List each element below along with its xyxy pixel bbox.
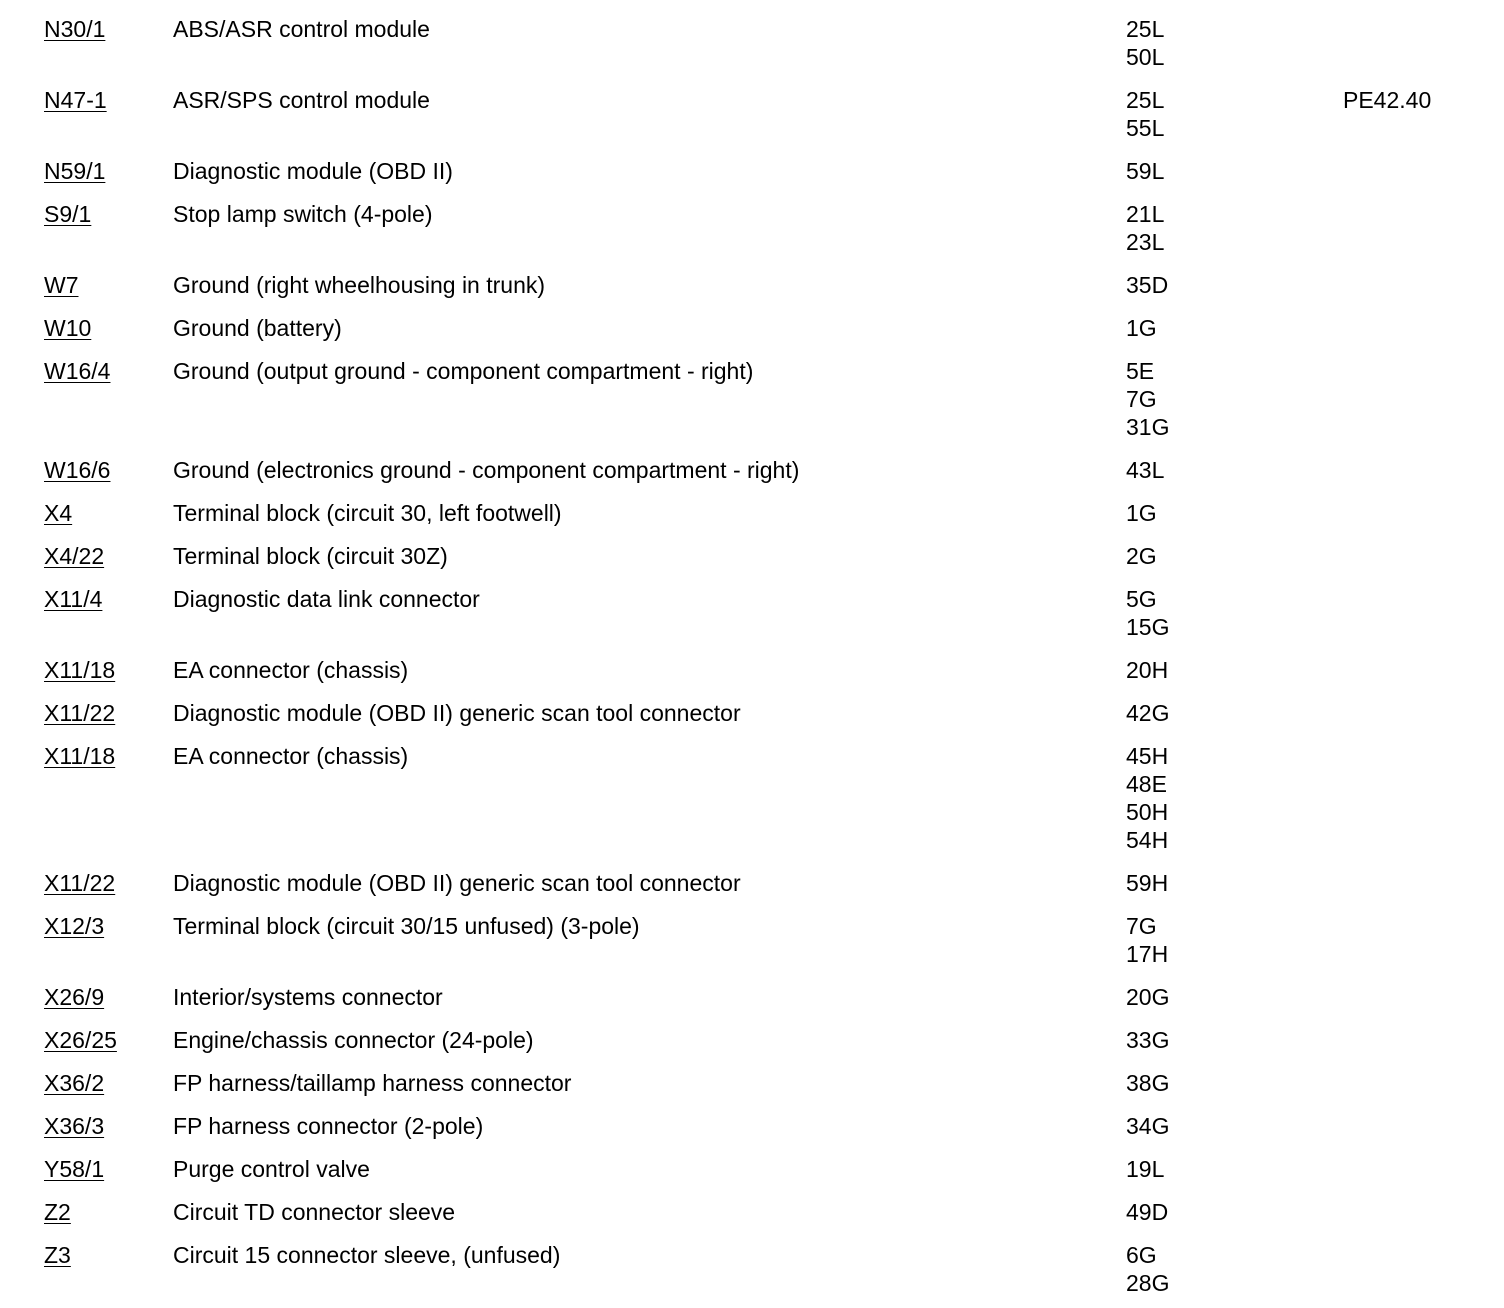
component-code-link[interactable]: W16/6	[44, 457, 111, 483]
grid-location: 1G	[1126, 315, 1157, 341]
grid-location: 34G	[1126, 1113, 1170, 1139]
component-description: ABS/ASR control module	[173, 16, 430, 42]
component-code-link[interactable]: Y58/1	[44, 1156, 105, 1182]
component-code-link[interactable]: W7	[44, 272, 79, 298]
grid-locations	[1126, 1241, 1169, 1297]
grid-locations	[1126, 314, 1157, 342]
component-description: EA connector (chassis)	[173, 743, 409, 769]
grid-locations	[1126, 271, 1168, 299]
component-description: Circuit 15 connector sleeve, (unfused)	[173, 1242, 561, 1268]
grid-location: 2G	[1126, 543, 1157, 569]
grid-location: 38G	[1126, 1070, 1170, 1096]
component-code-link[interactable]: X26/9	[44, 984, 105, 1010]
component-code-link[interactable]: X11/4	[44, 586, 103, 612]
component-code-link[interactable]: X4	[44, 500, 73, 526]
component-code-link[interactable]: X36/2	[44, 1070, 105, 1096]
grid-location: 25L	[1126, 16, 1165, 42]
component-code-link[interactable]: W10	[44, 315, 92, 341]
grid-locations	[1126, 912, 1168, 968]
grid-location: 50L	[1126, 44, 1165, 70]
grid-location: 5E	[1126, 358, 1155, 384]
component-code-link[interactable]: X36/3	[44, 1113, 105, 1139]
grid-location: 19L	[1126, 1156, 1165, 1182]
grid-location: 31G	[1126, 414, 1170, 440]
component-code-link[interactable]: X11/22	[44, 870, 116, 896]
grid-location: 17H	[1126, 941, 1169, 967]
grid-locations	[1126, 542, 1157, 570]
grid-locations	[1126, 1155, 1164, 1183]
grid-location: 20H	[1126, 657, 1169, 683]
grid-location: 55L	[1126, 115, 1165, 141]
grid-location: 28G	[1126, 1270, 1170, 1296]
component-code-link[interactable]: Z3	[44, 1242, 71, 1268]
grid-location: 7G	[1126, 386, 1157, 412]
grid-location: 6G	[1126, 1242, 1157, 1268]
grid-location: 21L	[1126, 201, 1165, 227]
grid-locations	[1126, 699, 1169, 727]
grid-locations	[1126, 1198, 1168, 1226]
grid-locations	[1126, 983, 1169, 1011]
grid-location: 25L	[1126, 87, 1165, 113]
grid-location: 54H	[1126, 827, 1169, 853]
component-description: Engine/chassis connector (24-pole)	[173, 1027, 534, 1053]
component-description: Terminal block (circuit 30/15 unfused) (3-pole)	[173, 913, 640, 939]
grid-location: 48E	[1126, 771, 1167, 797]
component-code-link[interactable]: N47-1	[44, 87, 107, 113]
component-code-link[interactable]: N30/1	[44, 16, 106, 42]
component-description: Circuit TD connector sleeve	[173, 1199, 456, 1225]
grid-locations	[1126, 869, 1168, 897]
grid-location: 59H	[1126, 870, 1169, 896]
grid-locations	[1126, 1069, 1169, 1097]
grid-locations	[1126, 86, 1164, 142]
grid-locations	[1126, 15, 1164, 71]
component-code-link[interactable]: Z2	[44, 1199, 71, 1225]
component-code-link[interactable]: X11/18	[44, 657, 116, 683]
grid-location: 45H	[1126, 743, 1169, 769]
grid-location: 50H	[1126, 799, 1169, 825]
component-description: Interior/systems connector	[173, 984, 443, 1010]
grid-locations	[1126, 585, 1169, 641]
grid-locations	[1126, 1112, 1169, 1140]
grid-location: 1G	[1126, 500, 1157, 526]
grid-location: 35D	[1126, 272, 1169, 298]
component-description: Diagnostic module (OBD II) generic scan tool connector	[173, 870, 741, 896]
grid-location: 42G	[1126, 700, 1170, 726]
component-code-link[interactable]: X12/3	[44, 913, 105, 939]
component-code-link[interactable]: N59/1	[44, 158, 106, 184]
component-description: Terminal block (circuit 30, left footwell)	[173, 500, 562, 526]
component-description: Stop lamp switch (4-pole)	[173, 201, 433, 227]
component-description: FP harness connector (2-pole)	[173, 1113, 484, 1139]
grid-location: 20G	[1126, 984, 1170, 1010]
grid-locations	[1126, 200, 1164, 256]
component-description: Terminal block (circuit 30Z)	[173, 543, 448, 569]
component-description: ASR/SPS control module	[173, 87, 430, 113]
document-reference: PE42.40	[1343, 87, 1432, 113]
component-description: Purge control valve	[173, 1156, 370, 1182]
component-code-link[interactable]: W16/4	[44, 358, 111, 384]
grid-location: 49D	[1126, 1199, 1169, 1225]
component-code-link[interactable]: X11/22	[44, 700, 116, 726]
component-description: Ground (right wheelhousing in trunk)	[173, 272, 546, 298]
grid-locations	[1126, 656, 1168, 684]
component-description: Ground (electronics ground - component compartment - right)	[173, 457, 800, 483]
component-description: Diagnostic data link connector	[173, 586, 480, 612]
component-code-link[interactable]: X26/25	[44, 1027, 117, 1053]
grid-locations	[1126, 157, 1164, 185]
grid-locations	[1126, 456, 1164, 484]
component-description: Ground (battery)	[173, 315, 342, 341]
grid-location: 15G	[1126, 614, 1170, 640]
component-description: FP harness/taillamp harness connector	[173, 1070, 572, 1096]
grid-locations	[1126, 1026, 1169, 1054]
grid-location: 43L	[1126, 457, 1165, 483]
grid-location: 7G	[1126, 913, 1157, 939]
component-code-link[interactable]: X4/22	[44, 543, 105, 569]
component-description: Diagnostic module (OBD II) generic scan tool connector	[173, 700, 741, 726]
component-code-link[interactable]: X11/18	[44, 743, 116, 769]
grid-location: 33G	[1126, 1027, 1170, 1053]
grid-locations	[1126, 742, 1168, 854]
grid-locations	[1126, 357, 1169, 441]
grid-location: 5G	[1126, 586, 1157, 612]
grid-location: 23L	[1126, 229, 1165, 255]
grid-location: 59L	[1126, 158, 1165, 184]
component-code-link[interactable]: S9/1	[44, 201, 92, 227]
grid-locations	[1126, 499, 1157, 527]
component-description: Ground (output ground - component compartment - right)	[173, 358, 754, 384]
component-description: EA connector (chassis)	[173, 657, 409, 683]
component-description: Diagnostic module (OBD II)	[173, 158, 453, 184]
